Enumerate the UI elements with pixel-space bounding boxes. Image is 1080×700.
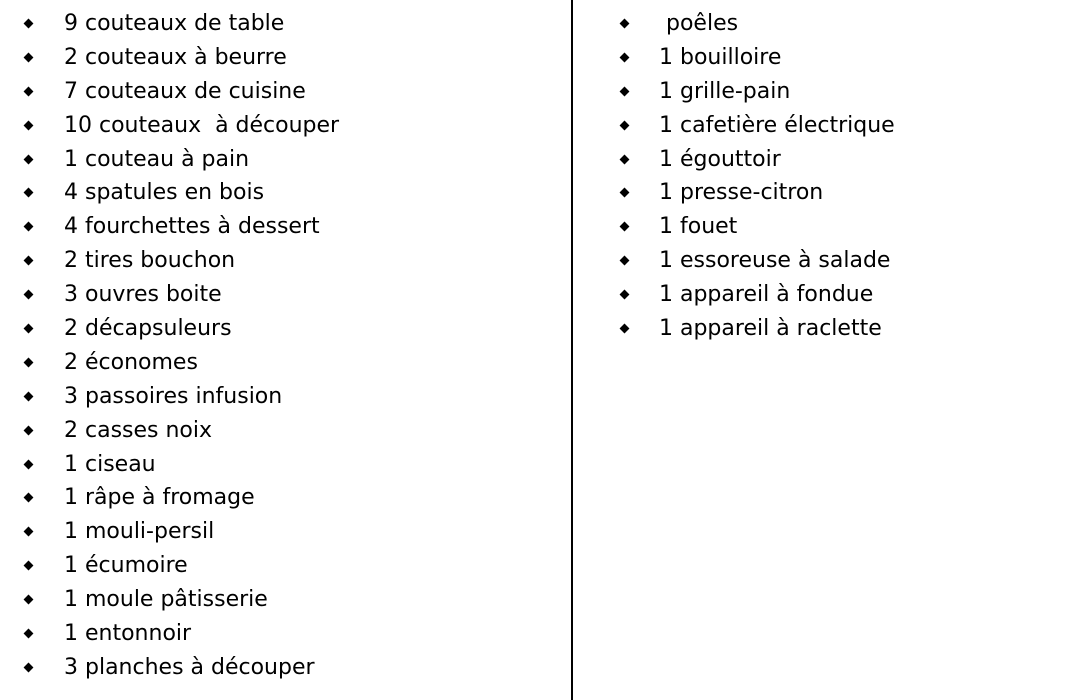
diamond-bullet-icon <box>24 18 34 28</box>
list-item <box>600 143 1070 177</box>
diamond-bullet-icon <box>620 188 630 198</box>
list-item-text: 1 râpe à fromage <box>64 485 255 511</box>
list-item-text: 2 tires bouchon <box>64 248 236 274</box>
list-item <box>600 109 1070 143</box>
list-item-text: 1 bouilloire <box>659 44 782 70</box>
list-item-text: 1 écumoire <box>64 553 188 579</box>
list-item-text: 1 grille-pain <box>659 78 791 104</box>
list-item <box>0 176 560 210</box>
list-item-text: 4 fourchettes à dessert <box>64 214 320 240</box>
diamond-bullet-icon <box>24 561 34 571</box>
list-item <box>0 312 560 346</box>
list-item-text: 3 ouvres boite <box>64 282 222 308</box>
list-item <box>0 75 560 109</box>
diamond-bullet-icon <box>620 256 630 266</box>
diamond-bullet-icon <box>24 493 34 503</box>
diamond-bullet-icon <box>24 120 34 130</box>
list-item-text: 1 égouttoir <box>659 146 781 172</box>
diamond-bullet-icon <box>620 18 630 28</box>
list-item-text: 2 casses noix <box>64 417 213 443</box>
diamond-bullet-icon <box>24 629 34 639</box>
list-item-text: 1 presse-citron <box>659 180 824 206</box>
diamond-bullet-icon <box>620 52 630 62</box>
list-item <box>0 414 560 448</box>
list-item <box>0 549 560 583</box>
diamond-bullet-icon <box>24 86 34 96</box>
diamond-bullet-icon <box>24 222 34 232</box>
list-item <box>600 244 1070 278</box>
list-item <box>0 583 560 617</box>
list-item <box>0 448 560 482</box>
diamond-bullet-icon <box>24 324 34 334</box>
list-item-text: 1 ciseau <box>64 451 156 477</box>
diamond-bullet-icon <box>24 357 34 367</box>
list-item-text: 7 couteaux de cuisine <box>64 78 306 104</box>
list-item <box>600 7 1070 41</box>
list-item <box>600 312 1070 346</box>
list-item <box>0 278 560 312</box>
list-item <box>600 75 1070 109</box>
list-item <box>0 380 560 414</box>
list-item <box>600 176 1070 210</box>
list-item-text: 9 couteaux de table <box>64 11 285 36</box>
diamond-bullet-icon <box>24 595 34 605</box>
diamond-bullet-icon <box>24 256 34 266</box>
diamond-bullet-icon <box>24 459 34 469</box>
diamond-bullet-icon <box>620 154 630 164</box>
list-item-text: 1 moule pâtisserie <box>64 587 268 613</box>
diamond-bullet-icon <box>620 290 630 300</box>
diamond-bullet-icon <box>620 120 630 130</box>
list-item-text: 1 appareil à raclette <box>659 316 882 342</box>
list-item <box>0 143 560 177</box>
list-item <box>0 617 560 651</box>
list-item <box>600 210 1070 244</box>
list-item-text: 1 mouli-persil <box>64 519 215 545</box>
diamond-bullet-icon <box>24 425 34 435</box>
column-divider <box>571 0 573 700</box>
list-item-text: 3 passoires infusion <box>64 383 283 409</box>
diamond-bullet-icon <box>620 324 630 334</box>
list-item <box>0 346 560 380</box>
diamond-bullet-icon <box>620 86 630 96</box>
diamond-bullet-icon <box>620 222 630 232</box>
list-item-text: 1 appareil à fondue <box>659 282 874 308</box>
diamond-bullet-icon <box>24 527 34 537</box>
list-item <box>0 109 560 143</box>
list-item-text: poêles <box>659 11 739 36</box>
diamond-bullet-icon <box>24 290 34 300</box>
list-item-text: 4 spatules en bois <box>64 180 265 206</box>
list-item-text: 10 couteaux à découper <box>64 112 340 138</box>
list-item <box>0 481 560 515</box>
list-item-text: 1 fouet <box>659 214 738 240</box>
list-item-text: 3 planches à découper <box>64 654 315 680</box>
list-item <box>600 41 1070 75</box>
list-item-text: 1 couteau à pain <box>64 146 250 172</box>
list-item <box>0 41 560 75</box>
list-item-text: 1 cafetière électrique <box>659 112 895 138</box>
right-column-list <box>600 7 1070 346</box>
list-item-text: 1 essoreuse à salade <box>659 248 891 274</box>
diamond-bullet-icon <box>24 154 34 164</box>
list-item <box>0 515 560 549</box>
list-item-text: 2 couteaux à beurre <box>64 44 287 70</box>
diamond-bullet-icon <box>24 662 34 672</box>
diamond-bullet-icon <box>24 188 34 198</box>
list-item-text: 1 entonnoir <box>64 621 192 647</box>
list-item-text: 2 économes <box>64 349 198 375</box>
left-column-list <box>0 7 560 685</box>
list-item <box>600 278 1070 312</box>
list-item <box>0 244 560 278</box>
diamond-bullet-icon <box>24 391 34 401</box>
list-item <box>0 210 560 244</box>
list-item-text: 2 décapsuleurs <box>64 316 232 342</box>
list-item <box>0 651 560 685</box>
diamond-bullet-icon <box>24 52 34 62</box>
list-item <box>0 7 560 41</box>
